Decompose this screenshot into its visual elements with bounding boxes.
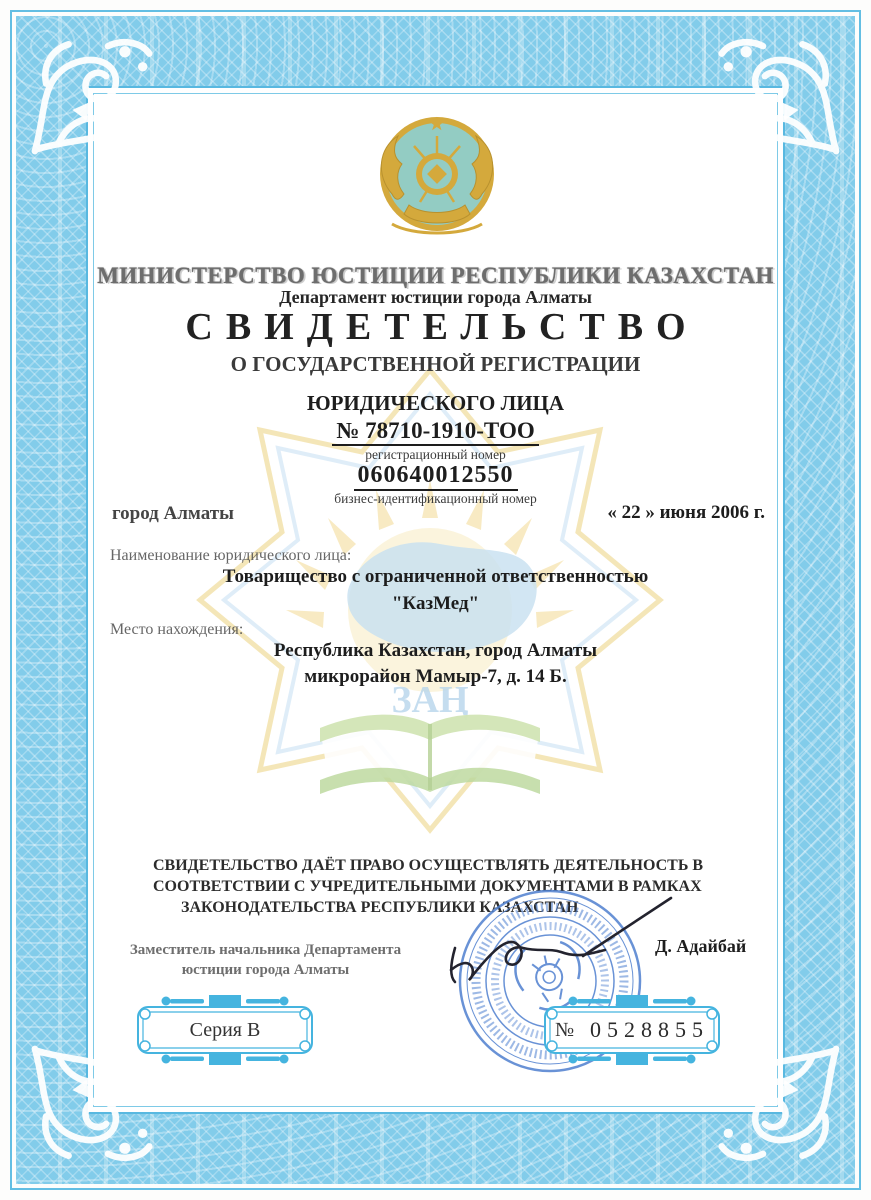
registration-number-label: регистрационный номер bbox=[365, 447, 506, 462]
serial-prefix: № bbox=[554, 1018, 575, 1041]
certificate-subtitle: О ГОСУДАРСТВЕННОЙ РЕГИСТРАЦИИ bbox=[230, 352, 641, 376]
serial-number: 0528855 bbox=[590, 1017, 710, 1042]
entity-name-label: Наименование юридического лица: bbox=[110, 547, 352, 564]
business-id-label: бизнес-идентификационный номер bbox=[334, 491, 537, 506]
entity-name-line2: "КазМед" bbox=[391, 593, 480, 614]
signatory-title-line1: Заместитель начальника Департамента bbox=[129, 942, 402, 958]
location-line1: Республика Казахстан, город Алматы bbox=[273, 640, 598, 661]
business-id-number bbox=[0, 462, 871, 489]
department-heading: Департамент юстиции города Алматы bbox=[279, 287, 592, 307]
issue-date: « 22 » июня 2006 г. bbox=[607, 502, 765, 523]
serial-cartouche bbox=[537, 993, 727, 1067]
certificate-title: СВИДЕТЕЛЬСТВО bbox=[185, 306, 699, 348]
ministry-heading: МИНИСТЕРСТВО ЮСТИЦИИ РЕСПУБЛИКИ КАЗАХСТАН bbox=[97, 263, 774, 288]
rights-statement-line1: СВИДЕТЕЛЬСТВО ДАЁТ ПРАВО ОСУЩЕСТВЛЯТЬ ДЕЯТЕЛЬНОСТЬ В bbox=[153, 857, 704, 874]
issue-city: город Алматы bbox=[112, 503, 234, 524]
entity-name-line1: Товарищество с ограниченной ответственностью bbox=[222, 566, 649, 587]
series-cartouche bbox=[130, 993, 320, 1067]
watermark-text: ЗАҢ bbox=[391, 679, 469, 721]
registration-number-value: № 78710-1910-ТОО bbox=[332, 418, 539, 446]
registration-number bbox=[0, 418, 871, 444]
entity-heading: ЮРИДИЧЕСКОГО ЛИЦА bbox=[306, 391, 565, 415]
location-label: Место нахождения: bbox=[110, 621, 244, 638]
series-value: Серия В bbox=[189, 1018, 261, 1041]
signatory-title bbox=[98, 940, 433, 980]
signatory-name: Д. Адайбай bbox=[655, 936, 747, 956]
location-line2: микрорайон Мамыр-7, д. 14 Б. bbox=[304, 666, 567, 687]
rights-statement-line3: ЗАКОНОДАТЕЛЬСТВА РЕСПУБЛИКИ КАЗАХСТАН bbox=[181, 899, 579, 916]
business-id-value: 060640012550 bbox=[354, 462, 518, 491]
signatory-title-line2: юстиции города Алматы bbox=[181, 962, 350, 978]
signature-icon bbox=[437, 890, 677, 990]
serial-value bbox=[537, 993, 727, 1067]
rights-statement-line2: СООТВЕТСТВИИ С УЧРЕДИТЕЛЬНЫМИ ДОКУМЕНТАМИ В РАМКАХ bbox=[153, 878, 702, 895]
